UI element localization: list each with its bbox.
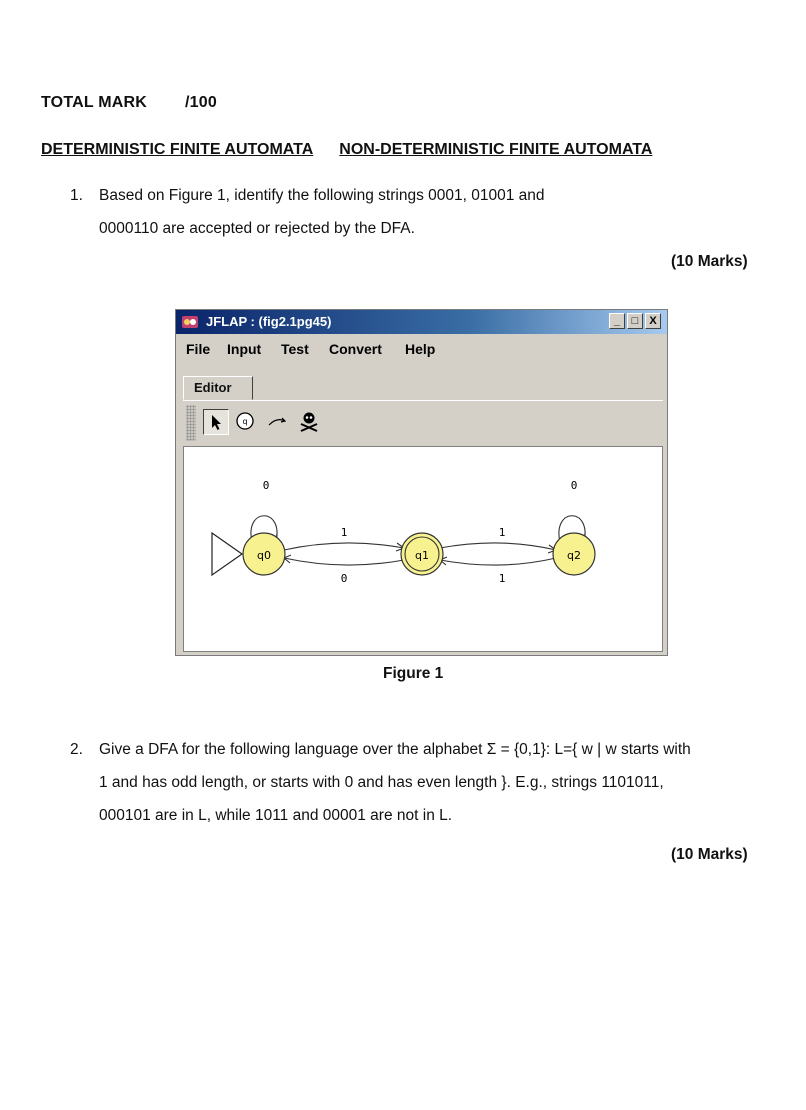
question-1-line: Based on Figure 1, identify the following strings 0001, 01001 and bbox=[99, 187, 545, 204]
deleter-skull-icon bbox=[297, 409, 321, 433]
edge-q1-q2 bbox=[440, 543, 556, 550]
arrow-select-tool[interactable] bbox=[203, 409, 229, 435]
tab-editor[interactable]: Editor bbox=[183, 376, 253, 400]
transition-creator-tool[interactable] bbox=[265, 409, 291, 435]
jflap-titlebar[interactable] bbox=[176, 310, 667, 334]
question-1-marks: (10 Marks) bbox=[671, 253, 748, 270]
jflap-menubar bbox=[176, 334, 667, 360]
arrow-select-icon bbox=[204, 410, 228, 434]
question-2-line: Give a DFA for the following language over the alphabet Σ = {0,1}: L={ w | w starts with bbox=[99, 741, 691, 758]
deleter-tool[interactable] bbox=[297, 409, 323, 435]
minimize-button[interactable]: _ bbox=[609, 313, 625, 329]
menu-test[interactable]: Test bbox=[281, 341, 309, 357]
question-2-text bbox=[99, 733, 799, 832]
state-q0-label: q0 bbox=[257, 549, 271, 562]
jflap-app-icon bbox=[181, 314, 199, 330]
total-mark-label: TOTAL MARK bbox=[41, 94, 147, 111]
figure-caption: Figure 1 bbox=[383, 665, 444, 682]
menu-file[interactable]: File bbox=[186, 341, 211, 357]
jflap-tabstrip bbox=[176, 364, 667, 400]
menu-help[interactable]: Help bbox=[405, 341, 436, 357]
question-2-line: 1 and has odd length, or starts with 0 and has even length }. E.g., strings 1101011, bbox=[99, 774, 664, 791]
menu-input[interactable]: Input bbox=[227, 341, 262, 357]
toolbar-grip[interactable] bbox=[186, 405, 196, 441]
transition-label-q1-q0: 0 bbox=[340, 572, 348, 585]
transition-label-q2-q1: 1 bbox=[498, 572, 506, 585]
automaton-canvas[interactable] bbox=[183, 446, 663, 652]
question-1-text bbox=[99, 179, 739, 245]
maximize-button[interactable]: □ bbox=[627, 313, 643, 329]
question-1-line: 0000110 are accepted or rejected by the DFA. bbox=[99, 220, 415, 237]
svg-text:q: q bbox=[242, 417, 248, 426]
total-mark bbox=[41, 94, 217, 112]
transition-label-q2-q2: 0 bbox=[570, 479, 578, 492]
jflap-title: JFLAP : (fig2.1pg45) bbox=[206, 314, 332, 329]
jflap-toolbar bbox=[183, 400, 663, 445]
close-button[interactable]: X bbox=[645, 313, 661, 329]
transition-label-q1-q2: 1 bbox=[498, 526, 506, 539]
state-creator-tool[interactable] bbox=[233, 409, 259, 435]
edge-q0-q1 bbox=[284, 543, 404, 550]
question-2-marks: (10 Marks) bbox=[671, 846, 748, 863]
edge-q1-q0 bbox=[284, 558, 404, 565]
initial-state-marker bbox=[212, 533, 242, 575]
edge-q2-q1 bbox=[440, 558, 556, 565]
state-q1-label: q1 bbox=[415, 549, 429, 562]
state-creator-icon bbox=[233, 409, 257, 433]
question-1-number: 1. bbox=[70, 187, 83, 204]
transition-creator-icon bbox=[265, 409, 289, 433]
jflap-window bbox=[175, 309, 668, 656]
transition-label-q0-q0: 0 bbox=[262, 479, 270, 492]
question-2-number: 2. bbox=[70, 741, 83, 758]
heading-dfa: DETERMINISTIC FINITE AUTOMATA bbox=[41, 141, 314, 158]
total-mark-value: /100 bbox=[185, 94, 217, 111]
transition-label-q0-q1: 1 bbox=[340, 526, 348, 539]
automaton-diagram bbox=[184, 447, 662, 651]
section-headings bbox=[41, 141, 652, 159]
question-2-line: 000101 are in L, while 1011 and 00001 are not in L. bbox=[99, 807, 453, 824]
menu-convert[interactable]: Convert bbox=[329, 341, 382, 357]
heading-nfa: NON-DETERMINISTIC FINITE AUTOMATA bbox=[339, 141, 653, 158]
state-q2-label: q2 bbox=[567, 549, 581, 562]
